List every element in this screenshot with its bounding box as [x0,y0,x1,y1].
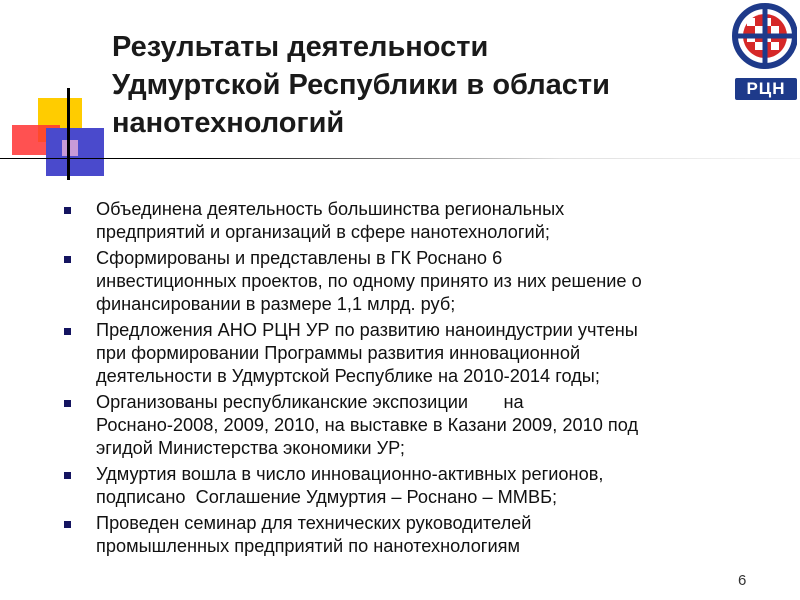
slide-title [112,28,712,142]
decorative-vertical-line [67,88,70,180]
list-item-line: финансировании в размере 1,1 млрд. руб; [96,294,456,314]
list-item-line: Предложения АНО РЦН УР по развитию наноиндустрии учтены [96,320,638,340]
bullet-list [60,198,780,561]
list-item-line: промышленных предприятий по нанотехнологиям [96,536,520,556]
list-item-line: инвестиционных проектов, по одному принято из них решение о [96,271,642,291]
logo-text: РЦН [735,78,797,100]
list-item-line: Проведен семинар для технических руководителей [96,513,532,533]
list-item-line: деятельности в Удмуртской Республике на 2010-2014 годы; [96,366,600,386]
list-item [60,319,780,388]
list-item-line: при формировании Программы развития инновационной [96,343,581,363]
title-line-3: нанотехнологий [112,107,345,139]
bullet-square-icon [64,207,71,214]
list-item [60,512,780,558]
bullet-square-icon [64,472,71,479]
list-item-line: Сформированы и представлены в ГК Роснано 6 [96,248,503,268]
list-item-line: эгидой Министерства экономики УР; [96,438,405,458]
bullet-square-icon [64,400,71,407]
list-item [60,463,780,509]
bullet-square-icon [64,521,71,528]
title-line-2: Удмуртской Республики в области [112,69,610,101]
page-number: 6 [738,572,747,589]
list-item-line: Роснано-2008, 2009, 2010, на выставке в Казани 2009, 2010 под [96,415,639,435]
list-item-line: Удмуртия вошла в число инновационно-активных регионов, [96,464,604,484]
bullet-square-icon [64,328,71,335]
list-item-line: предприятий и организаций в сфере нанотехнологий; [96,222,550,242]
title-line-1: Результаты деятельности [112,31,489,63]
bullet-square-icon [64,256,71,263]
list-item-line: Объединена деятельность большинства региональных [96,199,565,219]
decorative-pink-square [62,140,78,156]
list-item-line: Организованы республиканские экспозиции на [96,392,524,412]
title-divider-line [0,158,800,159]
list-item [60,198,780,244]
list-item [60,247,780,316]
list-item [60,391,780,460]
list-item-line: подписано Соглашение Удмуртия – Роснано – ММВБ; [96,487,558,507]
